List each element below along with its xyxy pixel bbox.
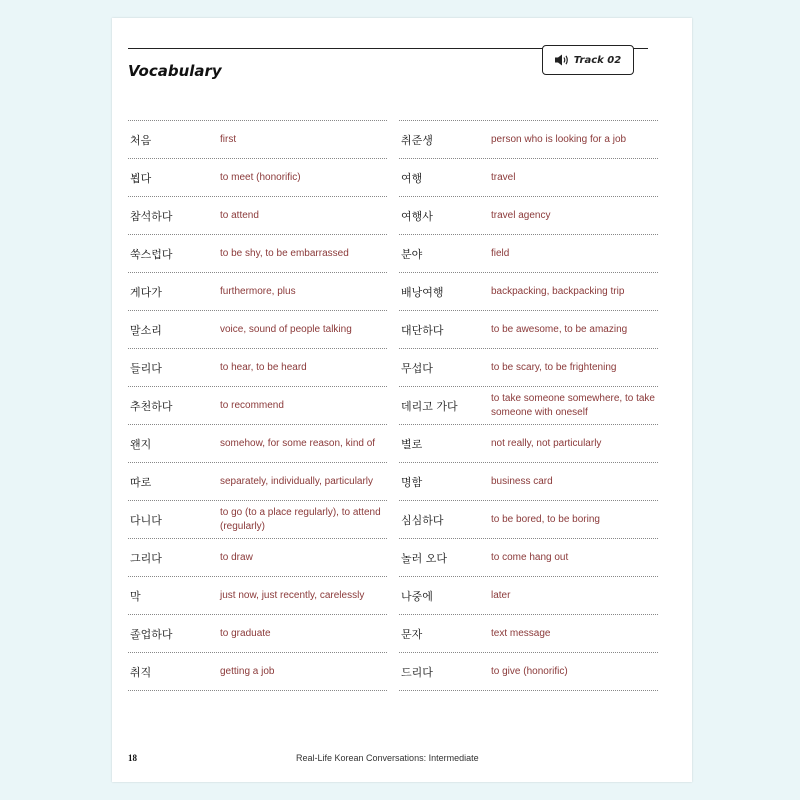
korean-word: 뵙다 [130, 171, 152, 185]
english-meaning: separately, individually, particularly [220, 475, 374, 487]
english-meaning: to be shy, to be embarrassed [220, 247, 349, 259]
english-meaning: to go (to a place regularly), to attend (regularly) [220, 506, 381, 532]
english-meaning: getting a job [220, 665, 275, 677]
english-meaning: just now, just recently, carelessly [220, 589, 365, 601]
english-meaning: to meet (honorific) [220, 171, 301, 183]
vocab-row [128, 387, 387, 425]
vocab-row [399, 653, 658, 691]
korean-word: 여행사 [401, 209, 433, 223]
vocab-row [399, 615, 658, 653]
vocab-row [399, 425, 658, 463]
vocab-row [399, 235, 658, 273]
vocab-row [399, 311, 658, 349]
vocabulary-table [128, 120, 658, 691]
english-meaning: to be awesome, to be amazing [491, 323, 628, 335]
english-meaning: later [491, 589, 511, 601]
korean-word: 여행 [401, 171, 423, 185]
korean-word: 막 [130, 589, 141, 603]
english-meaning: to hear, to be heard [220, 361, 307, 373]
english-meaning: backpacking, backpacking trip [491, 285, 625, 297]
korean-word: 놀러 오다 [401, 551, 448, 565]
vocab-row [128, 615, 387, 653]
document-page [112, 18, 692, 782]
vocab-row [128, 349, 387, 387]
vocab-row [128, 197, 387, 235]
vocab-row [128, 501, 387, 539]
korean-word: 게다가 [130, 285, 162, 299]
vocab-row [128, 463, 387, 501]
english-meaning: first [220, 133, 237, 145]
section-title: Vocabulary [128, 62, 222, 80]
vocab-row [399, 197, 658, 235]
english-meaning: to recommend [220, 399, 284, 411]
korean-word: 추천하다 [130, 399, 173, 413]
korean-word: 참석하다 [130, 209, 173, 223]
korean-word: 취직 [130, 665, 152, 679]
english-meaning: to be bored, to be boring [491, 513, 600, 525]
english-meaning: business card [491, 475, 553, 487]
korean-word: 졸업하다 [130, 627, 173, 641]
vocab-row [399, 349, 658, 387]
korean-word: 들리다 [130, 361, 162, 375]
english-meaning: to graduate [220, 627, 271, 639]
vocab-row [128, 577, 387, 615]
korean-word: 심심하다 [401, 513, 444, 527]
korean-word: 처음 [130, 133, 152, 147]
vocab-row [128, 425, 387, 463]
speaker-icon [555, 54, 569, 66]
english-meaning: text message [491, 627, 551, 639]
korean-word: 문자 [401, 627, 423, 641]
korean-word: 왠지 [130, 437, 152, 451]
vocab-row [128, 273, 387, 311]
vocab-row [128, 121, 387, 159]
vocab-row [128, 159, 387, 197]
korean-word: 대단하다 [401, 323, 444, 337]
korean-word: 나중에 [401, 589, 433, 603]
vocab-row [399, 121, 658, 159]
book-title: Real-Life Korean Conversations: Intermediate [296, 753, 479, 763]
korean-word: 쑥스럽다 [130, 247, 173, 261]
vocab-row [399, 463, 658, 501]
vocab-row [399, 273, 658, 311]
vocab-row [128, 235, 387, 273]
vocab-column-right [399, 120, 658, 691]
korean-word: 따로 [130, 475, 152, 489]
korean-word: 명함 [401, 475, 423, 489]
english-meaning: furthermore, plus [220, 285, 296, 297]
korean-word: 분야 [401, 247, 423, 261]
english-meaning: somehow, for some reason, kind of [220, 437, 376, 449]
korean-word: 데리고 가다 [401, 399, 458, 413]
english-meaning: to give (honorific) [491, 665, 568, 677]
korean-word: 무섭다 [401, 361, 433, 375]
page-number: 18 [128, 753, 137, 763]
english-meaning: travel agency [491, 209, 551, 221]
vocab-row [128, 311, 387, 349]
english-meaning: to take someone somewhere, to take someone with oneself [491, 392, 655, 418]
korean-word: 말소리 [130, 323, 162, 337]
korean-word: 다니다 [130, 513, 162, 527]
korean-word: 드리다 [401, 665, 433, 679]
english-meaning: travel [491, 171, 516, 183]
korean-word: 취준생 [401, 133, 433, 147]
vocab-row [128, 539, 387, 577]
vocab-column-left [128, 120, 387, 691]
english-meaning: to attend [220, 209, 259, 221]
english-meaning: not really, not particularly [491, 437, 602, 449]
vocab-row [399, 501, 658, 539]
english-meaning: to come hang out [491, 551, 569, 563]
track-label: Track 02 [573, 54, 622, 66]
english-meaning: person who is looking for a job [491, 133, 627, 145]
vocab-row [399, 539, 658, 577]
english-meaning: voice, sound of people talking [220, 323, 352, 335]
english-meaning: to be scary, to be frightening [491, 361, 617, 373]
vocab-row [128, 653, 387, 691]
vocab-row [399, 387, 658, 425]
english-meaning: field [491, 247, 510, 259]
korean-word: 그리다 [130, 551, 162, 565]
track-badge[interactable] [542, 45, 634, 75]
vocab-row [399, 577, 658, 615]
korean-word: 배낭여행 [401, 285, 444, 299]
korean-word: 별로 [401, 437, 423, 451]
english-meaning: to draw [220, 551, 253, 563]
vocab-row [399, 159, 658, 197]
